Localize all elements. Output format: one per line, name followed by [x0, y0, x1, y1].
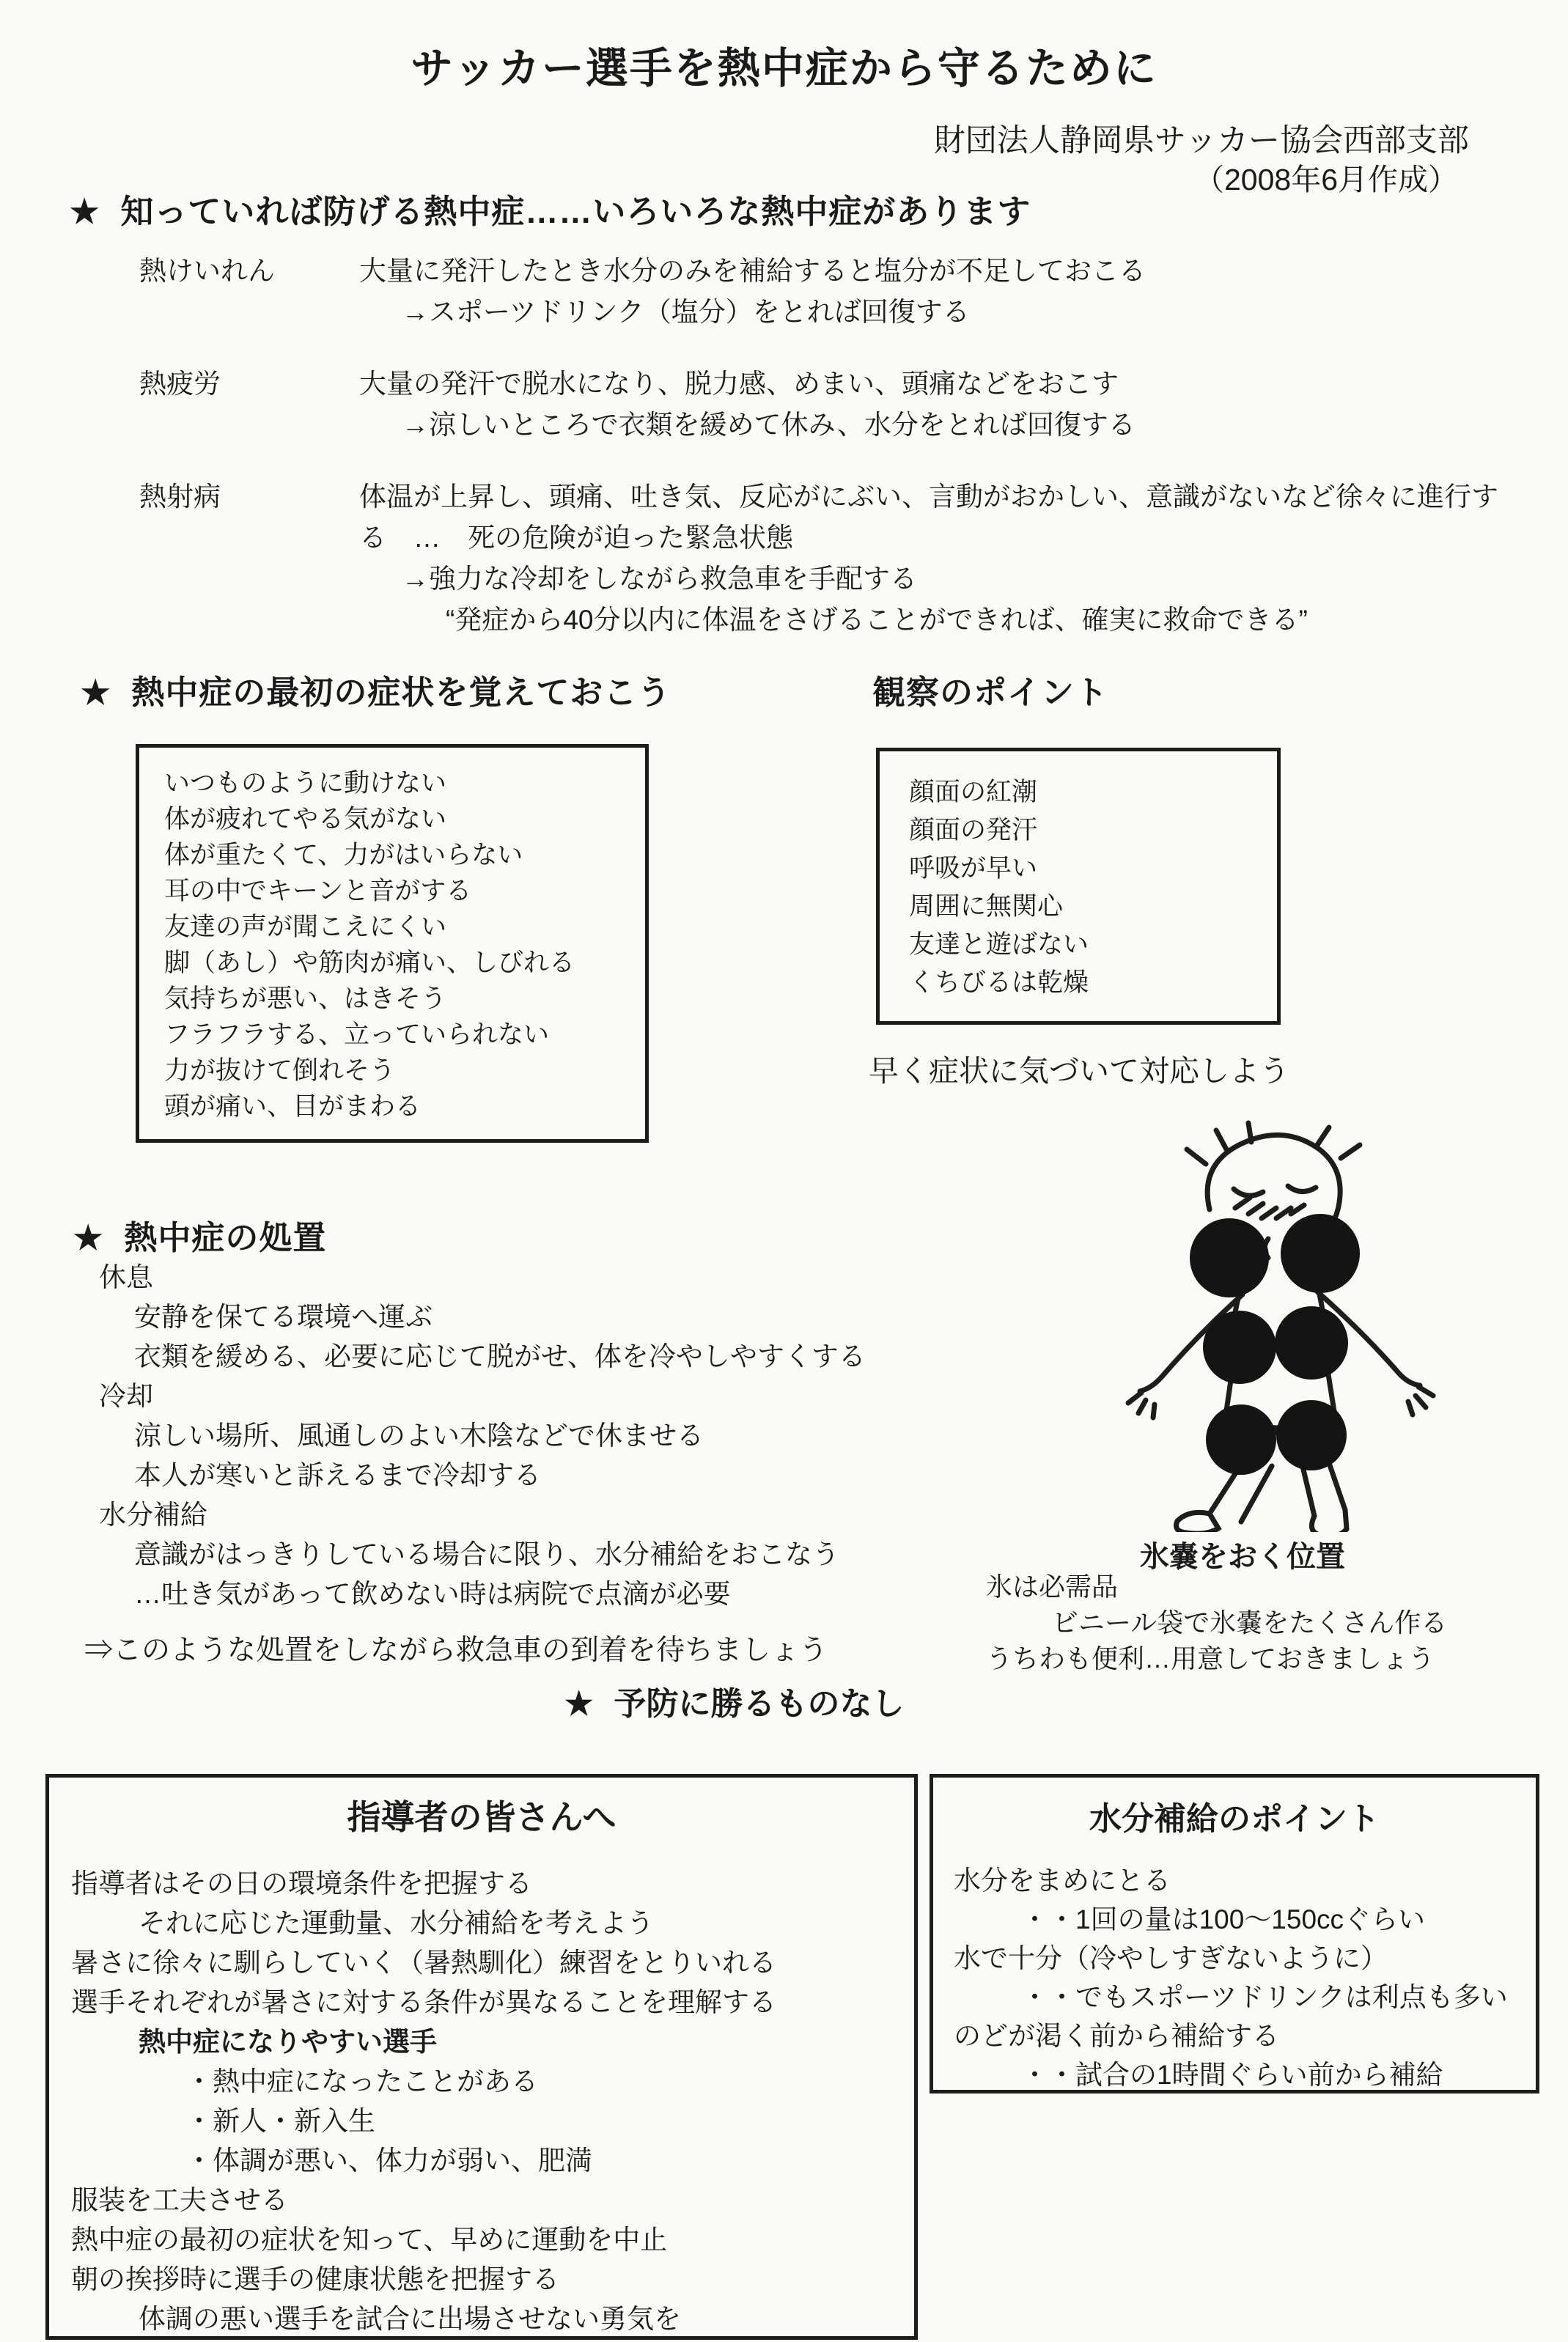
type-quote-line: “発症から40分以内に体温をさげることができれば、確実に救命できる” — [446, 605, 1308, 635]
symptom-item: 友達の声が聞こえにくい — [164, 913, 447, 941]
star-icon: ★ — [81, 674, 111, 711]
prevention-heading — [564, 1677, 904, 1724]
section-treatment-heading — [73, 1211, 326, 1259]
symptom-item: 体が重たくて、力がはいらない — [164, 841, 523, 869]
hydration-line: のどが渇く前から補給する — [954, 2021, 1279, 2051]
section-types-heading — [70, 185, 1031, 232]
hydration-points-box — [930, 1774, 1539, 2094]
type-description — [359, 364, 1517, 446]
type-description — [359, 476, 1517, 641]
hydration-line: ・・試合の1時間ぐらい前から補給 — [1021, 2060, 1443, 2090]
type-desc-line: 大量の発汗で脱水になり、脱力感、めまい、頭痛などをおこす — [359, 369, 1119, 399]
symptom-item: 脚（あし）や筋肉が痛い、しびれる — [164, 949, 575, 977]
coach-line: それに応じた運動量、水分補給を考えよう — [139, 1908, 654, 1938]
type-remedy-line: →スポーツドリンク（塩分）をとれば回復する — [402, 297, 970, 327]
ice-note-line: 氷は必需品 — [986, 1572, 1119, 1602]
type-remedy-line: →涼しいところで衣類を緩めて休み、水分をとれば回復する — [402, 410, 1135, 440]
type-description — [359, 251, 1517, 333]
symptom-item: 耳の中でキーンと音がする — [164, 877, 472, 905]
hydration-line: ・・1回の量は100～150ccぐらい — [1021, 1904, 1426, 1934]
type-row — [139, 251, 1517, 333]
treatment-line: 涼しい場所、風通しのよい木陰などで休ませる — [134, 1421, 704, 1451]
symptom-item: いつものように動けない — [164, 769, 447, 798]
section-symptoms-heading — [81, 666, 671, 713]
coach-line: 熱中症になりやすい選手 — [139, 2027, 437, 2057]
ice-note-line: うちわも便利…用意しておきましょう — [986, 1643, 1435, 1673]
observation-item: 顔面の紅潮 — [909, 778, 1038, 806]
symptom-item: 力が抜けて倒れそう — [164, 1056, 396, 1085]
coach-line: 選手それぞれが暑さに対する条件が異なることを理解する — [71, 1987, 776, 2017]
symptom-item: 頭が痛い、目がまわる — [164, 1092, 422, 1121]
treatment-line: 本人が寒いと訴えるまで冷却する — [134, 1460, 541, 1490]
page-title: サッカー選手を熱中症から守るために — [411, 45, 1157, 92]
figure-caption: 氷嚢をおく位置 — [1140, 1541, 1345, 1573]
hydration-line: 水分をまめにとる — [954, 1866, 1171, 1896]
type-term: 熱射病 — [139, 482, 221, 512]
treatment-line: …吐き気があって飲めない時は病院で点滴が必要 — [134, 1579, 731, 1609]
prevention-heading-text: 予防に勝るものなし — [614, 1686, 905, 1722]
ice-note-line: ビニール袋で氷嚢をたくさん作る — [1052, 1608, 1448, 1638]
type-row — [139, 476, 1517, 641]
treatment-line: 意識がはっきりしている場合に限り、水分補給をおこなう — [134, 1539, 839, 1569]
star-icon: ★ — [564, 1686, 594, 1722]
treatment-group-label: 冷却 — [99, 1381, 153, 1411]
hydration-box-title: 水分補給のポイント — [1089, 1801, 1380, 1837]
observation-item: 友達と遊ばない — [909, 930, 1089, 959]
ice-bag-figure-illustration — [1059, 1114, 1484, 1532]
coach-line: ・新人・新入生 — [185, 2106, 375, 2136]
star-icon: ★ — [70, 193, 100, 230]
coach-line: ・熱中症になったことがある — [185, 2066, 538, 2096]
treatment-list — [99, 1258, 866, 1614]
observation-item: くちびるは乾燥 — [909, 968, 1089, 997]
observation-list-box — [876, 748, 1281, 1025]
types-heading-text: 知っていれば防げる熱中症……いろいろな熱中症があります — [120, 193, 1031, 230]
star-icon: ★ — [73, 1219, 104, 1256]
type-desc-line: 大量に発汗したとき水分のみを補給すると塩分が不足しておこる — [359, 256, 1146, 286]
treatment-line: 衣類を緩める、必要に応じて脱がせ、体を冷やしやすくする — [134, 1341, 866, 1371]
coach-line: 指導者はその日の環境条件を把握する — [71, 1868, 532, 1899]
treatment-group-label: 水分補給 — [99, 1500, 207, 1530]
observation-heading: 観察のポイント — [872, 674, 1109, 711]
coach-line: ・体調が悪い、体力が弱い、肥満 — [185, 2146, 592, 2176]
symptom-item: 気持ちが悪い、はきそう — [164, 984, 447, 1013]
treatment-heading-text: 熱中症の処置 — [124, 1219, 327, 1256]
observation-item: 顔面の発汗 — [909, 816, 1038, 844]
heatstroke-type-list — [139, 251, 1517, 671]
type-desc-line: 体温が上昇し、頭痛、吐き気、反応がにぶい、言動がおかしい、意識がないなど徐々に進行する … 死の危険が迫った緊急状態 — [359, 482, 1498, 553]
treatment-group-label: 休息 — [99, 1262, 153, 1292]
type-term: 熱けいれん — [139, 256, 275, 286]
type-row — [139, 364, 1517, 446]
coach-line: 熱中症の最初の症状を知って、早めに運動を中止 — [71, 2225, 668, 2255]
type-remedy-line: →強力な冷却をしながら救急車を手配する — [402, 564, 917, 594]
symptom-item: 体が疲れてやる気がない — [164, 805, 447, 833]
coach-line: 暑さに徐々に馴らしていく（暑熱馴化）練習をとりいれる — [71, 1948, 776, 1978]
observation-item: 呼吸が早い — [909, 854, 1038, 883]
symptom-list-box — [136, 744, 649, 1143]
coach-line: 服装を工夫させる — [71, 2185, 288, 2215]
respond-early-note: 早く症状に気づいて対応しよう — [869, 1054, 1289, 1088]
wait-ambulance-note: ⇒このような処置をしながら救急車の到着を待ちましょう — [84, 1635, 828, 1666]
hydration-line: 水で十分（冷やしすぎないように） — [954, 1943, 1388, 1973]
coach-advice-box — [45, 1774, 918, 2340]
type-term: 熱疲労 — [139, 369, 221, 399]
ice-notes — [986, 1569, 1447, 1676]
date-line: （2008年6月作成） — [1193, 163, 1458, 196]
hydration-line: ・・でもスポーツドリンクは利点も多い — [1021, 1982, 1508, 2012]
observation-item: 周囲に無関心 — [909, 892, 1064, 921]
symptom-item: フラフラする、立っていられない — [164, 1020, 550, 1049]
symptoms-heading-text: 熱中症の最初の症状を覚えておこう — [131, 674, 671, 711]
coach-box-title: 指導者の皆さんへ — [347, 1798, 616, 1836]
coach-line: 体調の悪い選手を試合に出場させない勇気を — [139, 2304, 681, 2334]
treatment-line: 安静を保てる環境へ運ぶ — [134, 1302, 433, 1332]
org-line: 財団法人静岡県サッカー協会西部支部 — [933, 123, 1469, 158]
coach-line: 朝の挨拶時に選手の健康状態を把握する — [71, 2264, 559, 2294]
